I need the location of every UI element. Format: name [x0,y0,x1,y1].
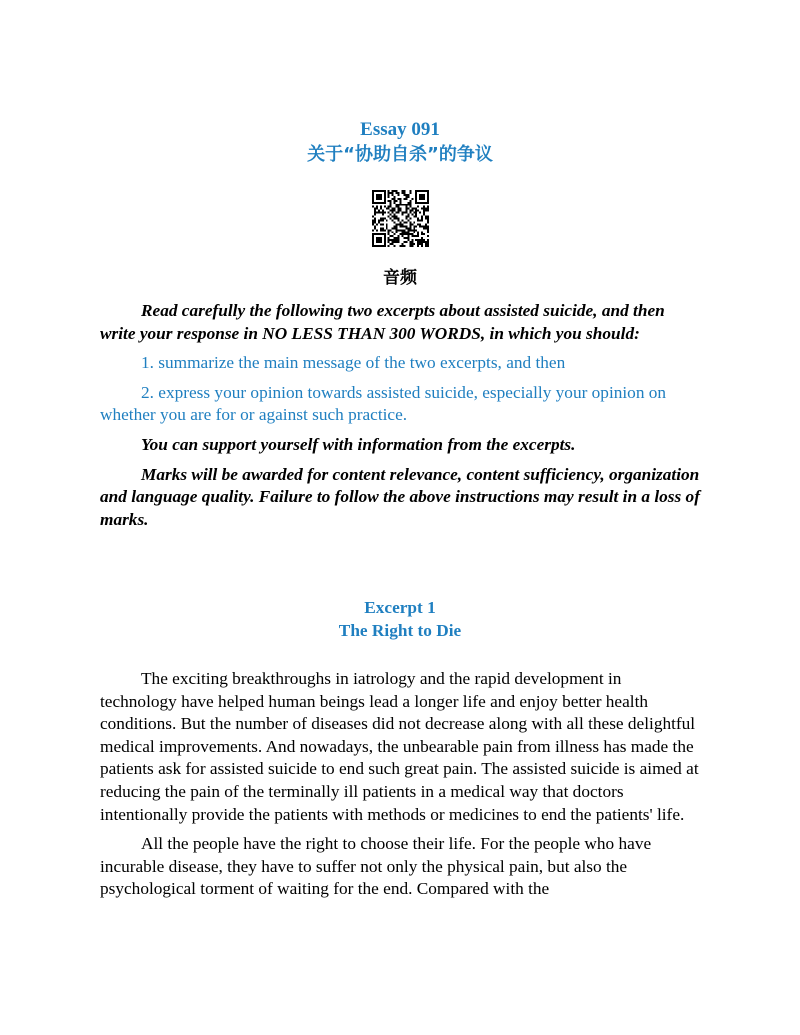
excerpt-label: Excerpt 1 [364,598,436,617]
instruction-point-2: 2. express your opinion towards assisted suicide, especially your opinion on whether you are for or against such practice. [100,382,667,425]
instructions-support: You can support yourself with information from the excerpts. [141,434,576,454]
essay-title-zh: 关于“协助自杀”的争议 [307,144,493,165]
qr-code-icon[interactable] [372,190,429,247]
instructions [100,300,700,538]
instructions-intro: Read carefully the following two excerpts about assisted suicide, and then write your response in NO LESS THAN 300 WORDS, in which you should: [100,301,665,343]
excerpt-title: The Right to Die [338,621,462,640]
excerpt-heading [100,596,700,642]
excerpt-paragraph-1: The exciting breakthroughs in iatrology and the rapid development in technology have helped human beings lead a longer life and enjoy better health conditions. But the number of diseases did not decrease along with all these delightful medical improvements. And nowadays, the unbearable pain from illness has made the patients ask for assisted suicide to end such great pain. The assisted suicide is aimed at reducing the pain of the terminally ill patients in a medical way that doctors intentionally provide the patients with methods or medicines to end the patients' life. [100,669,699,824]
excerpt-paragraph-2: All the people have the right to choose their life. For the people who have incurable disease, they have to suffer not only the physical pain, but also the psychological torment of waiting for the end. Compared with the [100,834,652,899]
instruction-point-1: 1. summarize the main message of the two excerpts, and then [141,353,566,373]
audio-label: 音频 [383,268,417,288]
essay-title-en: Essay 091 [360,119,440,140]
title-block [100,117,700,167]
instructions-marks: Marks will be awarded for content relevance, content sufficiency, organization and language quality. Failure to follow the above instructions may result in a loss of marks. [100,464,700,529]
excerpt-body [100,668,700,908]
